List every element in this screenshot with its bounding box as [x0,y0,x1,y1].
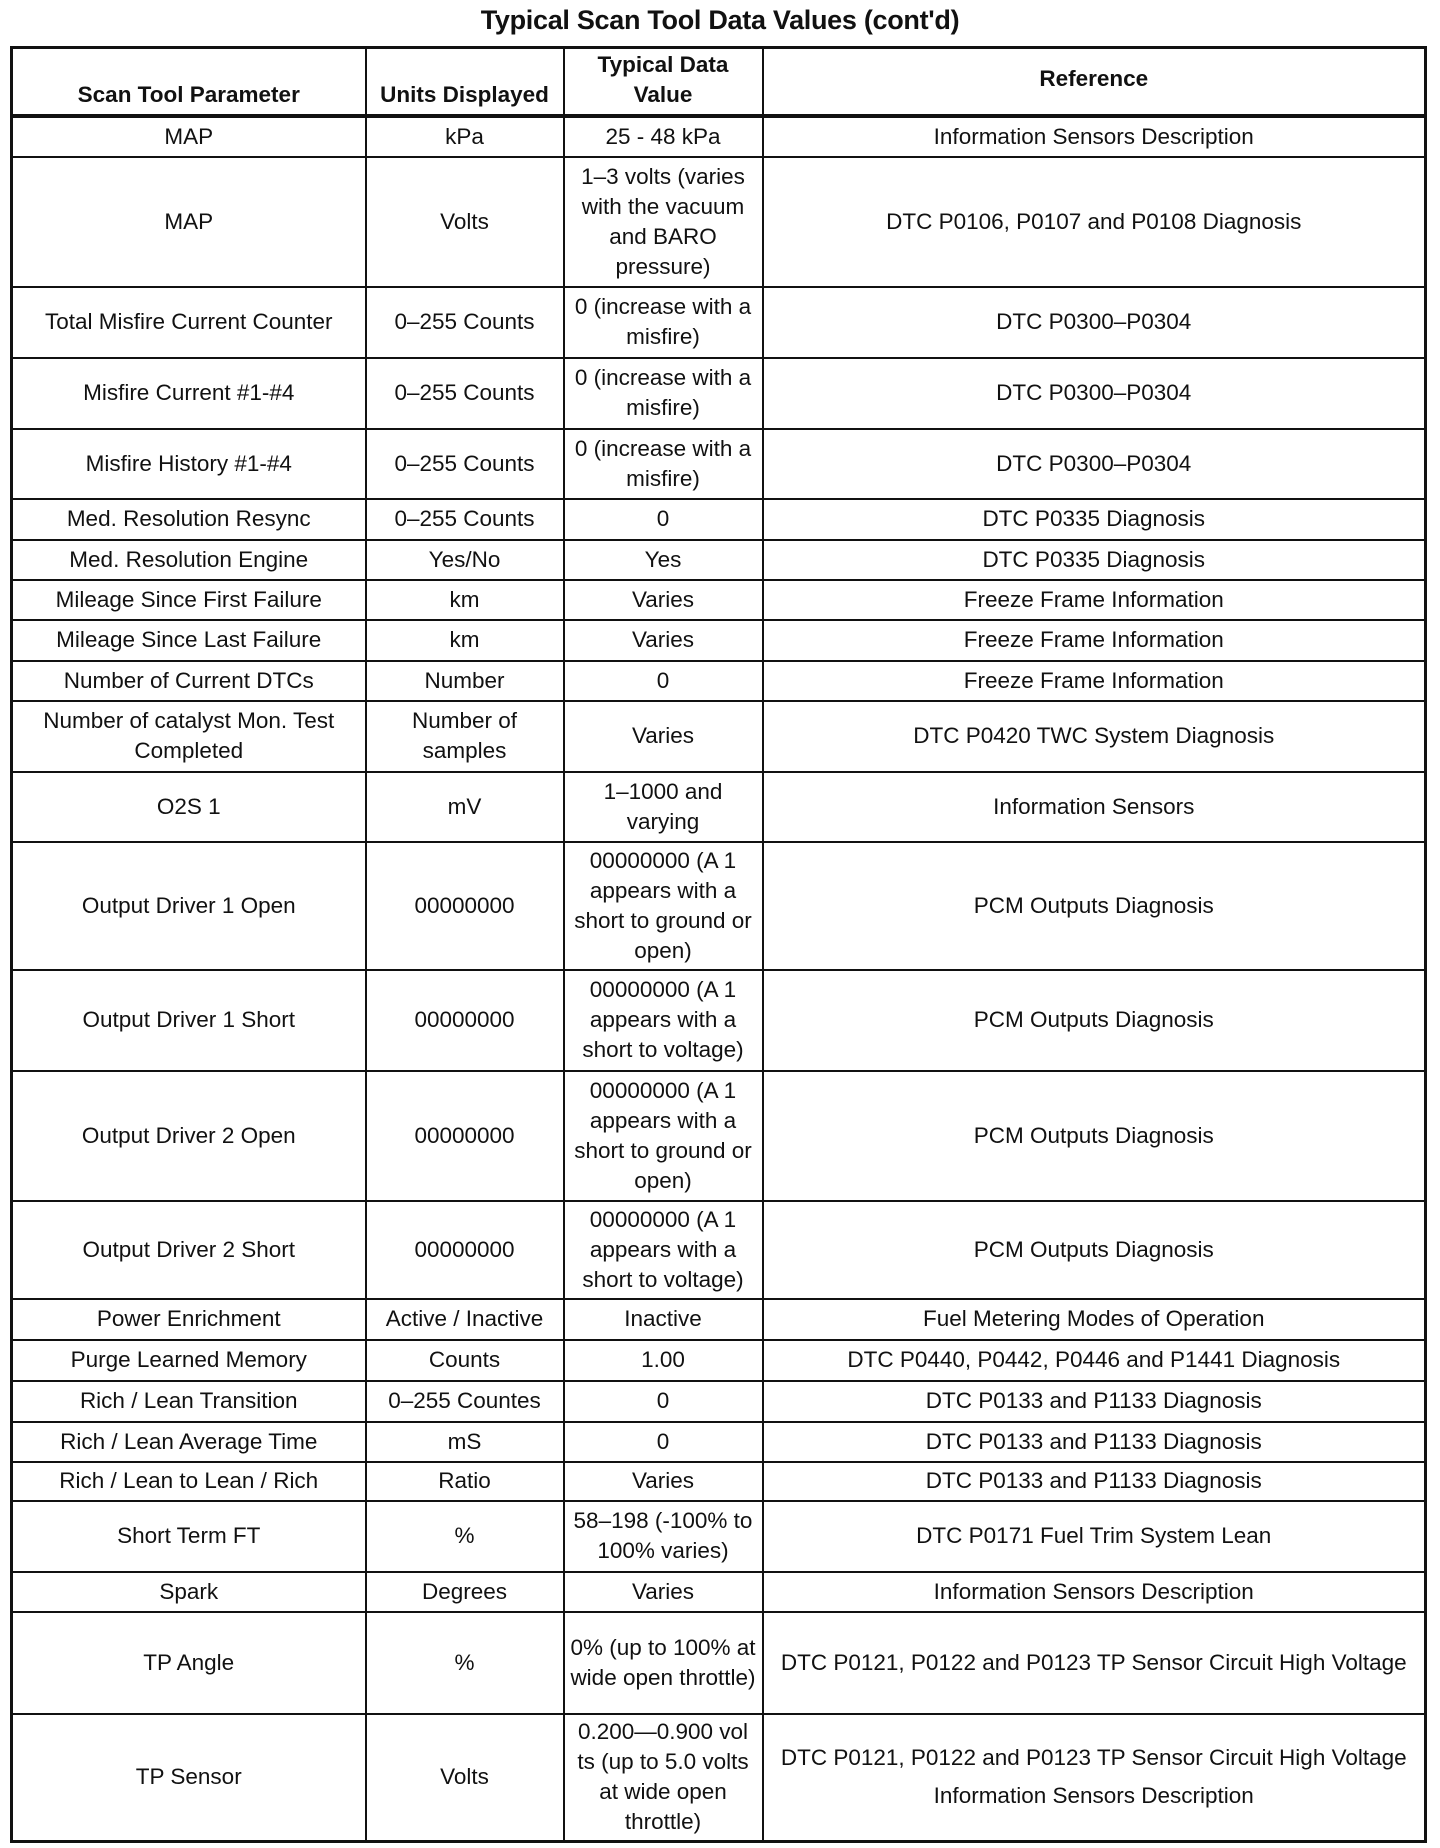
table-row [12,580,1426,620]
parameter-cell: Rich / Lean to Lean / Rich [12,1462,366,1501]
reference-cell: DTC P0420 TWC System Diagnosis [763,701,1426,772]
table-row [12,701,1426,772]
value-cell: 0 [564,499,763,540]
table-row [12,157,1426,287]
header-parameter: Scan Tool Parameter [12,48,366,116]
reference-cell: DTC P0300–P0304 [763,287,1426,358]
reference-cell: Fuel Metering Modes of Operation [763,1299,1426,1340]
table-row [12,1501,1426,1572]
value-cell: 00000000 (A 1 appears with a short to ground or open) [564,842,763,970]
value-cell: 0.200—0.900 vol ts (up to 5.0 volts at wide open throttle) [564,1714,763,1842]
table-row [12,1422,1426,1462]
value-cell: Varies [564,580,763,620]
value-cell: 0 [564,1422,763,1462]
parameter-cell: Spark [12,1572,366,1612]
units-cell: mV [366,772,564,842]
header-value: Typical Data Value [564,48,763,116]
units-cell: 0–255 Counts [366,287,564,358]
value-cell: Varies [564,1572,763,1612]
value-cell: 00000000 (A 1 appears with a short to ground or open) [564,1071,763,1201]
reference-cell: DTC P0133 and P1133 Diagnosis [763,1422,1426,1462]
table-row [12,842,1426,970]
parameter-cell: O2S 1 [12,772,366,842]
value-cell: Varies [564,1462,763,1501]
table-row [12,661,1426,701]
table-row [12,1612,1426,1714]
reference-cell: DTC P0133 and P1133 Diagnosis [763,1462,1426,1501]
units-cell: % [366,1501,564,1572]
reference-cell: DTC P0121, P0122 and P0123 TP Sensor Circuit High Voltage [763,1612,1426,1714]
units-cell: Volts [366,157,564,287]
table-row [12,1299,1426,1340]
units-cell: 0–255 Counts [366,429,564,499]
parameter-cell: Rich / Lean Average Time [12,1422,366,1462]
reference-cell: DTC P0335 Diagnosis [763,540,1426,580]
reference-cell: PCM Outputs Diagnosis [763,842,1426,970]
units-cell: 0–255 Counts [366,499,564,540]
parameter-cell: Mileage Since First Failure [12,580,366,620]
reference-cell: DTC P0171 Fuel Trim System Lean [763,1501,1426,1572]
value-cell: 0 [564,661,763,701]
parameter-cell: Output Driver 2 Short [12,1201,366,1299]
parameter-cell: Mileage Since Last Failure [12,620,366,661]
units-cell: Ratio [366,1462,564,1501]
value-cell: 0% (up to 100% at wide open throttle) [564,1612,763,1714]
table-row [12,429,1426,499]
reference-cell: PCM Outputs Diagnosis [763,970,1426,1071]
reference-text-2: Information Sensors Description [933,1783,1254,1809]
value-cell: 0 (increase with a misfire) [564,358,763,429]
table-row [12,287,1426,358]
value-cell: 00000000 (A 1 appears with a short to voltage) [564,970,763,1071]
parameter-cell: Purge Learned Memory [12,1340,366,1381]
table-row [12,1340,1426,1381]
parameter-cell: Total Misfire Current Counter [12,287,366,358]
table-row [12,499,1426,540]
page-title: Typical Scan Tool Data Values (cont'd) [480,5,960,35]
value-cell: 1–3 volts (varies with the vacuum and BARO pressure) [564,157,763,287]
value-cell: 0 [564,1381,763,1422]
units-cell: mS [366,1422,564,1462]
table-row [12,620,1426,661]
units-cell: 00000000 [366,1071,564,1201]
reference-cell: Information Sensors [763,772,1426,842]
units-cell: 0–255 Countes [366,1381,564,1422]
value-cell: 1–1000 and varying [564,772,763,842]
parameter-cell: Power Enrichment [12,1299,366,1340]
parameter-cell: Short Term FT [12,1501,366,1572]
units-cell: 00000000 [366,970,564,1071]
reference-cell: DTC P0300–P0304 [763,429,1426,499]
units-cell: km [366,620,564,661]
units-cell: 0–255 Counts [366,358,564,429]
parameter-cell: Output Driver 1 Open [12,842,366,970]
table-row [12,1462,1426,1501]
reference-cell: DTC P0335 Diagnosis [763,499,1426,540]
units-cell: Degrees [366,1572,564,1612]
parameter-cell: Number of catalyst Mon. Test Completed [12,701,366,772]
value-cell: Yes [564,540,763,580]
table-row [12,540,1426,580]
reference-cell: PCM Outputs Diagnosis [763,1071,1426,1201]
reference-cell: DTC P0133 and P1133 Diagnosis [763,1381,1426,1422]
parameter-cell: Output Driver 2 Open [12,1071,366,1201]
table-row [12,1572,1426,1612]
reference-cell: Freeze Frame Information [763,620,1426,661]
reference-cell: Freeze Frame Information [763,661,1426,701]
table-row [12,1381,1426,1422]
table-row [12,970,1426,1071]
parameter-cell: Number of Current DTCs [12,661,366,701]
header-row [12,48,1426,116]
table-row [12,358,1426,429]
units-cell: Counts [366,1340,564,1381]
reference-cell: DTC P0106, P0107 and P0108 Diagnosis [763,157,1426,287]
header-units: Units Displayed [366,48,564,116]
scan-tool-data-table [10,46,1427,1843]
reference-cell: DTC P0440, P0442, P0446 and P1441 Diagnosis [763,1340,1426,1381]
table-row [12,1201,1426,1299]
units-cell: Yes/No [366,540,564,580]
units-cell: Volts [366,1714,564,1842]
reference-text: DTC P0121, P0122 and P0123 TP Sensor Circuit High Voltage [780,1745,1407,1771]
units-cell: Number of samples [366,701,564,772]
units-cell: km [366,580,564,620]
units-cell: Active / Inactive [366,1299,564,1340]
parameter-cell: Rich / Lean Transition [12,1381,366,1422]
table-row [12,772,1426,842]
parameter-cell: TP Angle [12,1612,366,1714]
header-reference: Reference [763,48,1426,116]
reference-cell: PCM Outputs Diagnosis [763,1201,1426,1299]
reference-cell: Information Sensors Description [763,116,1426,157]
parameter-cell: MAP [12,116,366,157]
reference-cell: Information Sensors Description [763,1572,1426,1612]
value-cell: 0 (increase with a misfire) [564,429,763,499]
units-cell: 00000000 [366,842,564,970]
reference-cell: DTC P0300–P0304 [763,358,1426,429]
reference-cell: Freeze Frame Information [763,580,1426,620]
parameter-cell: Misfire History #1-#4 [12,429,366,499]
parameter-cell: Misfire Current #1-#4 [12,358,366,429]
units-cell: % [366,1612,564,1714]
value-cell: 25 - 48 kPa [564,116,763,157]
value-cell: 58–198 (-100% to 100% varies) [564,1501,763,1572]
table-row [12,116,1426,157]
parameter-cell: MAP [12,157,366,287]
value-cell: 1.00 [564,1340,763,1381]
parameter-cell: TP Sensor [12,1714,366,1842]
parameter-cell: Output Driver 1 Short [12,970,366,1071]
table-row [12,1071,1426,1201]
units-cell: Number [366,661,564,701]
value-cell: Inactive [564,1299,763,1340]
parameter-cell: Med. Resolution Engine [12,540,366,580]
parameter-cell: Med. Resolution Resync [12,499,366,540]
value-cell: Varies [564,701,763,772]
table-row [12,1714,1426,1842]
units-cell: kPa [366,116,564,157]
units-cell: 00000000 [366,1201,564,1299]
value-cell: Varies [564,620,763,661]
reference-cell [763,1714,1426,1842]
value-cell: 0 (increase with a misfire) [564,287,763,358]
value-cell: 00000000 (A 1 appears with a short to voltage) [564,1201,763,1299]
